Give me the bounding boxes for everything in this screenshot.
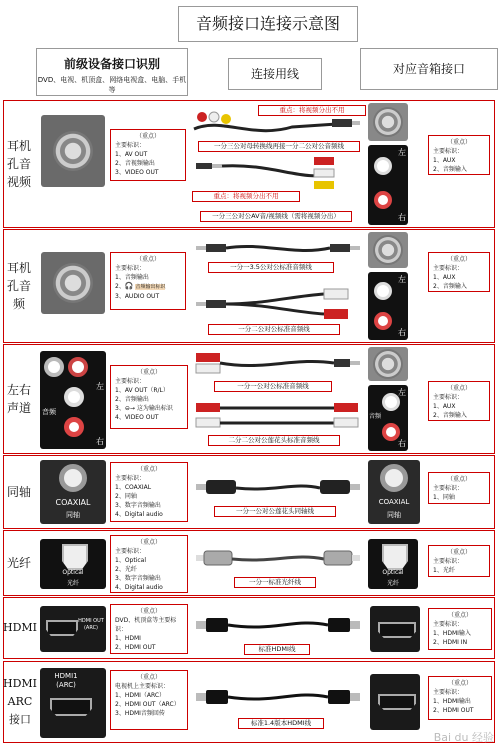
av-cable-icon [194,153,362,193]
speaker-note [428,135,490,175]
rca-jack-red-icon [374,191,392,209]
cable-caption: 一分一3.5公对公标准音频线 [208,262,334,273]
note-head: （重点） [135,133,160,140]
jack-left-label: 左 [398,275,406,284]
headphone-icon: 🎧 [124,282,134,290]
cable-caption: 一分二公对公标准音频线 [208,324,340,335]
av-adapter-cable-icon [192,109,362,139]
rca-jack-red-icon [374,312,392,330]
port-en-label: Optical [382,569,404,576]
speaker-header: 对应音箱接口 [360,48,498,90]
row-optical [3,530,495,596]
note-item: 1、光纤 [433,567,455,574]
speaker-note [428,381,490,421]
jack-right-label: 右 [398,328,406,337]
note-item-row [115,282,181,292]
port-en-label: COAXIAL [378,498,410,506]
hdmi-port-icon [378,694,416,710]
note-title: DVD、机顶盒等主要标识： [115,617,177,633]
rca-single-cable-icon [194,351,362,375]
note-item: 2、 [115,283,125,290]
note-item: 3、HDMI音频回传 [115,710,165,717]
note-item: 1、AUX [433,274,456,281]
speaker-optical-image [368,539,418,589]
optical-jack-icon [62,544,88,570]
note-item: 1、音频输出 [115,274,149,281]
speaker-coaxial-image [368,460,420,524]
front-device-title: 前级设备接口识别 [63,57,160,71]
note-item: 4、Digital audio [115,511,163,518]
optical-jack-icon [382,544,408,570]
note-title: 主要标识： [115,475,146,482]
row-left-right-channel [3,344,495,454]
source-coaxial-image [40,460,106,524]
coaxial-cable-icon [194,476,362,500]
port-cn-label: 光纤 [386,580,399,587]
port-en-label: HDMI1 (ARC) [54,672,78,689]
note-head: （重点） [446,476,471,483]
page-title: 音频接口连接示意图 [178,6,358,42]
headphone-mark: 音频输出标识 [135,284,166,290]
port-audio-label: 音频 [42,408,56,416]
cable-caption: 一分三公对母转换线再接一分二公对公音频线 [198,141,360,152]
source-hdmi-arc-image [40,668,106,738]
headphone-jack-icon [53,263,93,303]
note-item: 3、数字音频输出 [115,502,161,509]
speaker-hdmi-image [370,674,420,730]
hdmi-port-icon [378,622,416,638]
note-title: 主要标识： [115,378,146,385]
note-item: 1、AV OUT [115,151,148,158]
speaker-aux-image [368,347,408,381]
jack-right-label: 右 [398,213,406,222]
cable-caption: 一分一公对公标准音频线 [214,381,332,392]
rca-jack-white-icon [374,157,392,175]
note-title: 主要标识： [433,689,464,696]
source-note [110,535,188,593]
note-item: 1、AUX [433,157,456,164]
note-item: 2、音频输入 [433,412,467,419]
note-head: （重点） [136,674,161,681]
warning-label: 重点：将视频分出不用 [192,191,300,202]
note-head: （重点） [136,608,161,615]
watermark: Bai du 经验 [433,731,494,744]
note-item: 1、同轴 [433,494,455,501]
note-head: （重点） [446,385,471,392]
note-item: 2、音频输入 [433,166,467,173]
note-item: 3、AUDIO OUT [115,293,160,300]
output-arrow-icon: ⊖→ [124,405,135,412]
rca-jack-white-icon [382,393,400,411]
note-head: （重点） [446,139,471,146]
rca-jack-red-icon [64,417,84,437]
hdmi-port-icon [46,620,78,636]
note-title: 主要标识： [433,148,464,155]
aux-jack-icon [373,107,403,137]
note-item: 2、光纤 [115,566,137,573]
speaker-rca-image [368,272,408,340]
speaker-rca-image [368,145,408,225]
note-item: 3、数字音频输出 [115,575,161,582]
hdmi-cable-icon [194,686,362,710]
rca-jack-white-icon [374,282,392,300]
rca-jack-top-left-icon [44,357,64,377]
source-rca-image [40,351,106,449]
headphone-jack-icon [53,131,93,171]
hdmi-port-icon [50,698,92,716]
note-item: 1、HDMI输出 [433,698,471,705]
jack-left-label: 左 [398,148,406,157]
rca-jack-white-icon [64,387,84,407]
speaker-note [428,676,492,720]
row-label: 耳机孔音频 [6,261,31,311]
speaker-aux-image [368,103,408,141]
note-title: 电视机上主要标识： [115,683,170,690]
note-item: 2、音频输入 [433,283,467,290]
cable-caption: 一分一标准光纤线 [234,577,316,588]
jack-left-label: 左 [398,388,406,397]
row-label: HDMI [2,621,38,634]
cable-caption: 标准1.4版本HDMI线 [238,718,324,729]
port-en-label: HDMI OUT (ARC) [78,618,104,631]
cable-caption: 标准HDMI线 [244,644,310,655]
note-head: （重点） [136,539,161,546]
source-note [110,365,188,429]
row-label: 左右声道 [6,383,31,415]
rca-dual-cable-icon [194,401,362,431]
note-item: 1、AUX [433,403,456,410]
speaker-note [428,472,490,504]
note-title: 主要标识： [433,621,464,628]
source-hdmi-image [40,606,106,652]
note-item: 1、HDMI输入 [433,630,471,637]
aux-to-rca-cable-icon [194,286,362,322]
note-head: （重点） [135,256,160,263]
speaker-note [428,545,490,577]
aux-35-cable-icon [194,238,362,260]
headphone-port-image [41,115,105,187]
note-head: （重点） [447,612,472,619]
hdmi-cable-icon [194,614,362,638]
note-title: 主要标识： [433,265,464,272]
note-head: （重点） [136,369,161,376]
note-title: 主要标识： [115,265,146,272]
port-left-label: 左 [96,382,104,391]
row-label: 同轴 [6,485,31,499]
note-item: 1、HDMI [115,635,141,642]
note-item: 3、VIDEO OUT [115,169,159,176]
jack-audio-label: 音频 [369,413,382,420]
row-hdmi [3,597,495,659]
front-device-subtitle: DVD、电视、机顶盒、网络电视盒、电脑、手机等 [37,76,187,94]
speaker-rca-image [368,385,408,451]
note-item: 2、HDMI IN [433,639,468,646]
note-item: 1、COAXIAL [115,484,152,491]
jack-right-label: 右 [398,439,406,448]
port-cn-label: 光纤 [66,580,79,587]
arrow-mark: 这为输出标识 [136,405,173,412]
row-headphone-av [3,100,495,228]
row-headphone-audio [3,229,495,343]
coaxial-jack-icon [380,464,408,492]
aux-jack-icon [373,349,403,379]
note-item: 3、 [115,405,125,412]
note-head: （重点） [446,549,471,556]
note-title: 主要标识： [433,394,464,401]
port-en-label: COAXIAL [55,498,91,507]
note-item: 2、HDMI OUT [433,707,474,714]
source-note [110,670,188,730]
aux-jack-icon [373,235,403,265]
speaker-aux-image [368,232,408,268]
coaxial-jack-icon [59,464,87,492]
speaker-note [428,252,490,292]
source-optical-image [40,539,106,589]
row-hdmi-arc [3,661,495,743]
note-item: 2、音频输出 [115,396,149,403]
speaker-note [428,608,492,650]
port-cn-label: 同轴 [387,511,401,519]
port-right-label: 右 [96,437,104,446]
note-head: （重点） [446,256,471,263]
front-device-header [36,48,188,96]
rca-jack-top-right-icon [68,357,88,377]
note-title: 主要标识： [433,558,464,565]
speaker-hdmi-image [370,606,420,652]
cable-header: 连接用线 [228,58,322,90]
source-note [110,252,186,310]
row-coaxial [3,455,495,529]
source-note [110,604,188,654]
cable-caption: 一分三公对公AV音/视频线（需将视频分出） [200,211,352,222]
note-item: 2、音视频输出 [115,160,155,167]
source-note [110,129,186,181]
note-item: 1、HDMI（ARC） [115,692,166,699]
port-cn-label: 同轴 [66,511,80,519]
source-note [110,462,188,522]
headphone-port-image [41,252,105,314]
cable-caption: 一分一公对公莲花头同轴线 [214,506,336,517]
row-label: 光纤 [6,556,31,570]
row-label: HDMI ARC接口 [2,677,38,726]
note-item-row [115,404,183,413]
note-head: （重点） [447,680,472,687]
note-item: 2、同轴 [115,493,137,500]
note-title: 主要标识： [115,548,146,555]
note-item: 1、AV OUT（R/L） [115,387,169,394]
port-en-label: Optical [62,569,84,576]
warning-label: 重点：将视频分出不用 [258,105,366,116]
note-item: 4、Digital audio [115,584,163,591]
note-title: 主要标识： [433,485,464,492]
note-item: 2、HDMI OUT [115,644,156,651]
note-head: （重点） [136,466,161,473]
note-title: 主要标识： [115,142,146,149]
row-label: 耳机孔音视频 [6,139,31,189]
note-item: 4、VIDEO OUT [115,414,159,421]
note-item: 1、Optical [115,557,147,564]
note-item: 2、HDMI OUT（ARC） [115,701,180,708]
cable-caption: 二分二公对公莲花头标准音频线 [208,435,340,446]
optical-cable-icon [194,547,362,571]
